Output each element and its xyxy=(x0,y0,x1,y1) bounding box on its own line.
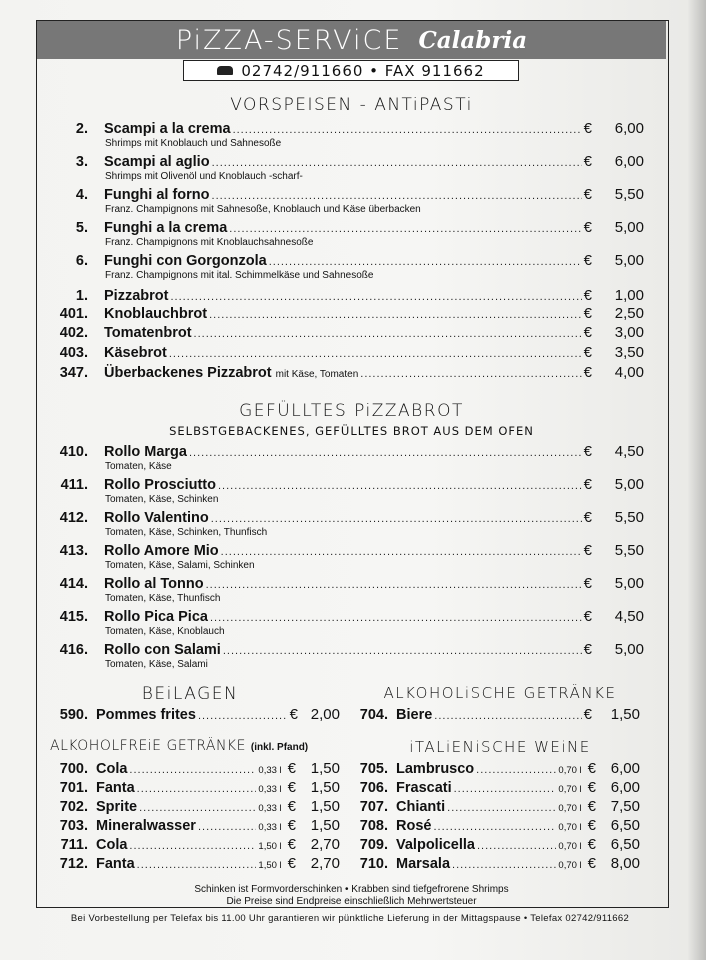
item-price: 1,50 xyxy=(310,817,340,834)
menu-item-row xyxy=(50,443,644,460)
currency-symbol: € xyxy=(583,364,592,381)
dot-leader xyxy=(210,612,582,624)
item-name xyxy=(104,306,207,322)
currency-symbol: € xyxy=(583,287,592,304)
item-name xyxy=(104,187,210,203)
item-description: Tomaten, Käse, Schinken, Thunfisch xyxy=(105,527,268,538)
item-price: 6,00 xyxy=(610,760,640,777)
item-name-text: Knoblauchbrot xyxy=(104,306,208,322)
item-name xyxy=(104,154,210,170)
item-name xyxy=(104,220,227,236)
section-heading-antipasti: VORSPEISEN - ANTiPASTi xyxy=(230,95,473,115)
item-name-text: Rollo al Tonno xyxy=(104,576,204,592)
item-number: 706. xyxy=(359,780,388,796)
menu-item-row xyxy=(50,305,644,322)
item-number: 2. xyxy=(75,121,88,137)
currency-symbol: € xyxy=(583,219,592,236)
currency-symbol: € xyxy=(587,836,596,853)
item-description: Franz. Champignons mit Sahnesoße, Knoblauch und Käse überbacken xyxy=(105,204,421,215)
item-name-text: Cola xyxy=(96,761,128,777)
currency-symbol: € xyxy=(583,252,592,269)
item-name-text: Scampi al aglio xyxy=(104,154,210,170)
dot-leader xyxy=(233,124,582,136)
item-name-text: Rosé xyxy=(396,818,432,834)
item-volume: 0,33 l xyxy=(258,822,282,833)
item-number: 701. xyxy=(59,780,88,796)
item-volume: 0,70 l xyxy=(558,860,582,871)
item-name xyxy=(396,761,474,777)
currency-symbol: € xyxy=(583,641,592,658)
item-number: 402. xyxy=(59,325,88,341)
item-volume: 0,70 l xyxy=(558,803,582,814)
dot-leader xyxy=(139,802,256,814)
menu-item-row xyxy=(350,836,640,853)
item-price: 1,50 xyxy=(610,706,640,723)
item-name-text: Pommes frites xyxy=(96,707,196,723)
item-description: Franz. Champignons mit Knoblauchsahnesoße xyxy=(105,237,314,248)
section-subheading-rollo: SELBSTGEBACKENES, GEFÜLLTES BROT AUS DEM OFEN xyxy=(169,424,534,438)
item-number: 5. xyxy=(75,220,88,236)
menu-item-row xyxy=(50,324,644,341)
currency-symbol: € xyxy=(583,344,592,361)
item-number: 347. xyxy=(59,365,88,381)
item-price: 5,50 xyxy=(614,186,644,203)
item-name xyxy=(96,780,135,796)
dot-leader xyxy=(433,821,556,833)
menu-item-row xyxy=(50,219,644,236)
currency-symbol: € xyxy=(287,779,296,796)
item-name-text: Käsebrot xyxy=(104,345,167,361)
item-name-text: Fanta xyxy=(96,856,135,872)
dot-leader xyxy=(137,783,257,795)
item-number: 700. xyxy=(59,761,88,777)
item-name xyxy=(96,707,196,723)
item-volume: 1,50 l xyxy=(258,841,282,852)
item-volume: 0,70 l xyxy=(558,765,582,776)
item-name xyxy=(104,345,167,361)
menu-item-row xyxy=(350,798,640,815)
menu-item-row xyxy=(50,575,644,592)
dot-leader xyxy=(169,348,582,360)
dot-leader xyxy=(137,859,257,871)
menu-subtitle: Calabria xyxy=(418,26,528,54)
item-volume: 0,33 l xyxy=(258,784,282,795)
item-price: 3,00 xyxy=(614,324,644,341)
item-description: Tomaten, Käse, Salami, Schinken xyxy=(105,560,255,571)
item-name-text: Chianti xyxy=(396,799,446,815)
item-number: 709. xyxy=(359,837,388,853)
item-name xyxy=(396,707,432,723)
item-name xyxy=(96,799,137,815)
item-name xyxy=(104,288,168,304)
item-name xyxy=(396,856,450,872)
menu-item-row xyxy=(50,120,644,137)
menu-item-row xyxy=(50,186,644,203)
item-name-text: Lambrusco xyxy=(396,761,475,777)
currency-symbol: € xyxy=(287,760,296,777)
item-name xyxy=(104,325,192,341)
menu-item-row xyxy=(50,855,340,872)
item-price: 5,00 xyxy=(614,219,644,236)
item-name-text: Marsala xyxy=(396,856,451,872)
menu-item-row xyxy=(50,706,340,723)
item-name-text: Rollo Marga xyxy=(104,444,187,460)
dot-leader xyxy=(452,859,556,871)
currency-symbol: € xyxy=(583,186,592,203)
dot-leader xyxy=(189,447,582,459)
item-description: Franz. Champignons mit ital. Schimmelkäse und Sahnesoße xyxy=(105,270,374,281)
dot-leader xyxy=(434,710,581,722)
menu-item-row xyxy=(50,344,644,361)
currency-symbol: € xyxy=(289,706,298,723)
dot-leader xyxy=(223,645,582,657)
item-price: 2,70 xyxy=(310,836,340,853)
item-name-text: Rollo Prosciutto xyxy=(104,477,216,493)
item-extra-info: mit Käse, Tomaten xyxy=(275,369,359,380)
currency-symbol: € xyxy=(587,817,596,834)
menu-item-row xyxy=(50,817,340,834)
footer-note-ingredients: Schinken ist Formvorderschinken • Krabben sind tiefgefrorene Shrimps xyxy=(194,884,509,895)
currency-symbol: € xyxy=(583,509,592,526)
item-number: 403. xyxy=(59,345,88,361)
dot-leader xyxy=(209,309,582,321)
item-volume: 0,33 l xyxy=(258,765,282,776)
page-edge-shadow xyxy=(688,0,706,960)
item-name-text: Biere xyxy=(396,707,433,723)
menu-item-row xyxy=(50,798,340,815)
dot-leader xyxy=(211,513,582,525)
dot-leader xyxy=(218,480,582,492)
item-price: 4,50 xyxy=(614,443,644,460)
footer-note-prices: Die Preise sind Endpreise einschließlich Mehrwertsteuer xyxy=(226,896,477,907)
item-description: Tomaten, Käse, Schinken xyxy=(105,494,219,505)
menu-item-row xyxy=(50,476,644,493)
dot-leader xyxy=(447,802,556,814)
item-price: 6,00 xyxy=(614,153,644,170)
item-name-text: Mineralwasser xyxy=(96,818,196,834)
menu-item-row xyxy=(50,509,644,526)
currency-symbol: € xyxy=(583,706,592,723)
item-number: 711. xyxy=(60,837,88,853)
item-description: Shrimps mit Olivenöl und Knoblauch -scharf- xyxy=(105,171,303,182)
item-name-text: Scampi a la crema xyxy=(104,121,231,137)
item-number: 708. xyxy=(359,818,388,834)
dot-leader xyxy=(198,821,256,833)
title-banner xyxy=(37,21,666,59)
dot-leader xyxy=(360,368,581,380)
dot-leader xyxy=(229,223,581,235)
menu-item-row xyxy=(350,779,640,796)
item-number: 702. xyxy=(59,799,88,815)
item-number: 1. xyxy=(75,288,88,304)
footer-order-info: Bei Vorbestellung per Telefax bis 11.00 Uhr garantieren wir pünktliche Lieferung in der Mittagspause • Telefax 02742/911662 xyxy=(70,913,630,924)
dot-leader xyxy=(477,840,556,852)
dot-leader xyxy=(170,291,581,303)
item-price: 5,00 xyxy=(614,575,644,592)
item-number: 4. xyxy=(75,187,88,203)
item-price: 6,50 xyxy=(610,836,640,853)
currency-symbol: € xyxy=(583,542,592,559)
item-number: 712. xyxy=(59,856,88,872)
item-volume: 0,70 l xyxy=(558,784,582,795)
menu-item-row xyxy=(50,364,644,381)
currency-symbol: € xyxy=(287,836,296,853)
menu-title: PiZZA-SERViCE xyxy=(175,24,403,56)
item-price: 5,50 xyxy=(614,542,644,559)
item-number: 710. xyxy=(359,856,388,872)
item-description: Shrimps mit Knoblauch und Sahnesoße xyxy=(105,138,282,149)
item-number: 416. xyxy=(59,642,88,658)
item-number: 410. xyxy=(59,444,88,460)
dot-leader xyxy=(129,764,256,776)
dot-leader xyxy=(194,328,582,340)
dot-leader xyxy=(198,710,288,722)
item-name xyxy=(96,818,196,834)
menu-item-row xyxy=(50,760,340,777)
item-volume: 0,70 l xyxy=(558,841,582,852)
item-description: Tomaten, Käse, Salami xyxy=(105,659,208,670)
menu-item-row xyxy=(50,608,644,625)
item-volume: 0,33 l xyxy=(258,803,282,814)
dot-leader xyxy=(221,546,582,558)
menu-item-row xyxy=(50,779,340,796)
item-price: 3,50 xyxy=(614,344,644,361)
currency-symbol: € xyxy=(287,855,296,872)
item-name xyxy=(104,477,216,493)
item-name-text: Funghi con Gorgonzola xyxy=(104,253,267,269)
currency-symbol: € xyxy=(587,855,596,872)
item-number: 590. xyxy=(59,707,88,723)
item-number: 707. xyxy=(359,799,388,815)
item-name-text: Tomatenbrot xyxy=(104,325,192,341)
item-name-text: Rollo con Salami xyxy=(104,642,221,658)
item-name-text: Fanta xyxy=(96,780,135,796)
deposit-note: (inkl. Pfand) xyxy=(250,742,309,753)
item-number: 704. xyxy=(359,707,388,723)
currency-symbol: € xyxy=(583,120,592,137)
item-name-text: Valpolicella xyxy=(396,837,475,853)
item-number: 415. xyxy=(59,609,88,625)
item-name-text: Pizzabrot xyxy=(104,288,169,304)
item-price: 7,50 xyxy=(610,798,640,815)
item-number: 412. xyxy=(59,510,88,526)
item-name xyxy=(104,609,208,625)
item-name xyxy=(104,121,231,137)
item-price: 1,50 xyxy=(310,798,340,815)
item-name xyxy=(104,543,219,559)
item-name xyxy=(96,856,135,872)
item-price: 2,00 xyxy=(310,706,340,723)
item-price: 6,50 xyxy=(610,817,640,834)
item-name-text: Cola xyxy=(96,837,128,853)
menu-item-row xyxy=(350,760,640,777)
dot-leader xyxy=(129,840,256,852)
item-number: 6. xyxy=(75,253,88,269)
menu-item-row xyxy=(50,641,644,658)
item-name xyxy=(396,818,431,834)
item-price: 6,00 xyxy=(610,779,640,796)
item-name-text: Frascati xyxy=(396,780,452,796)
item-number: 411. xyxy=(60,477,88,493)
item-name-text: Rollo Valentino xyxy=(104,510,209,526)
contact-numbers: 02742/911660 • FAX 911662 xyxy=(241,61,485,80)
item-name xyxy=(104,642,221,658)
item-name-text: Rollo Pica Pica xyxy=(104,609,208,625)
item-price: 1,50 xyxy=(310,779,340,796)
item-description: Tomaten, Käse xyxy=(105,461,172,472)
currency-symbol: € xyxy=(587,760,596,777)
dot-leader xyxy=(454,783,557,795)
dot-leader xyxy=(269,256,582,268)
item-price: 2,50 xyxy=(614,305,644,322)
item-name xyxy=(104,510,209,526)
item-price: 5,00 xyxy=(614,476,644,493)
item-name xyxy=(104,576,204,592)
item-name-text: Überbackenes Pizzabrot xyxy=(104,365,272,381)
menu-item-row xyxy=(350,855,640,872)
currency-symbol: € xyxy=(287,798,296,815)
item-description: Tomaten, Käse, Thunfisch xyxy=(105,593,221,604)
section-heading-beilagen: BEiLAGEN xyxy=(141,684,239,704)
dot-leader xyxy=(206,579,582,591)
item-name xyxy=(96,837,127,853)
currency-symbol: € xyxy=(583,305,592,322)
menu-item-row xyxy=(350,706,640,723)
item-name xyxy=(96,761,127,777)
currency-symbol: € xyxy=(583,575,592,592)
softdrinks-title: ALKOHOLFREiE GETRÄNKE xyxy=(50,738,246,754)
item-price: 2,70 xyxy=(310,855,340,872)
item-number: 414. xyxy=(59,576,88,592)
item-name-text: Rollo Amore Mio xyxy=(104,543,219,559)
item-name-text: Sprite xyxy=(96,799,138,815)
item-price: 1,50 xyxy=(310,760,340,777)
footer-notes xyxy=(37,884,666,908)
currency-symbol: € xyxy=(587,798,596,815)
item-name xyxy=(104,253,267,269)
item-name xyxy=(396,799,445,815)
item-number: 413. xyxy=(59,543,88,559)
menu-item-row xyxy=(50,836,340,853)
section-heading-rollo: GEFÜLLTES PiZZABROT xyxy=(239,401,464,421)
menu-item-row xyxy=(50,287,644,304)
item-price: 5,00 xyxy=(614,641,644,658)
item-price: 5,00 xyxy=(614,252,644,269)
item-number: 3. xyxy=(75,154,88,170)
item-price: 4,00 xyxy=(614,364,644,381)
item-volume: 1,50 l xyxy=(258,860,282,871)
item-price: 8,00 xyxy=(610,855,640,872)
item-price: 5,50 xyxy=(614,509,644,526)
item-number: 401. xyxy=(59,306,88,322)
item-number: 703. xyxy=(59,818,88,834)
item-name-text: Funghi al forno xyxy=(104,187,210,203)
item-price: 6,00 xyxy=(614,120,644,137)
item-number: 705. xyxy=(359,761,388,777)
section-heading-alkohol: ALKOHOLiSCHE GETRÄNKE xyxy=(383,684,617,702)
dot-leader xyxy=(476,764,556,776)
item-name-text: Funghi a la crema xyxy=(104,220,228,236)
currency-symbol: € xyxy=(587,779,596,796)
menu-item-row xyxy=(50,153,644,170)
item-name xyxy=(104,444,187,460)
menu-item-row xyxy=(350,817,640,834)
item-name xyxy=(104,365,358,381)
item-price: 1,00 xyxy=(614,287,644,304)
currency-symbol: € xyxy=(583,153,592,170)
currency-symbol: € xyxy=(583,324,592,341)
currency-symbol: € xyxy=(583,608,592,625)
section-heading-softdrinks xyxy=(50,738,350,754)
currency-symbol: € xyxy=(287,817,296,834)
menu-item-row xyxy=(50,252,644,269)
menu-item-row xyxy=(50,542,644,559)
currency-symbol: € xyxy=(583,476,592,493)
contact-box xyxy=(183,60,519,81)
item-volume: 0,70 l xyxy=(558,822,582,833)
section-heading-wines: iTALiENiSCHE WEiNE xyxy=(409,738,591,756)
telephone-icon xyxy=(217,66,233,75)
item-name xyxy=(396,780,452,796)
item-price: 4,50 xyxy=(614,608,644,625)
currency-symbol: € xyxy=(583,443,592,460)
dot-leader xyxy=(212,190,582,202)
item-description: Tomaten, Käse, Knoblauch xyxy=(105,626,225,637)
item-name xyxy=(396,837,475,853)
dot-leader xyxy=(212,157,582,169)
